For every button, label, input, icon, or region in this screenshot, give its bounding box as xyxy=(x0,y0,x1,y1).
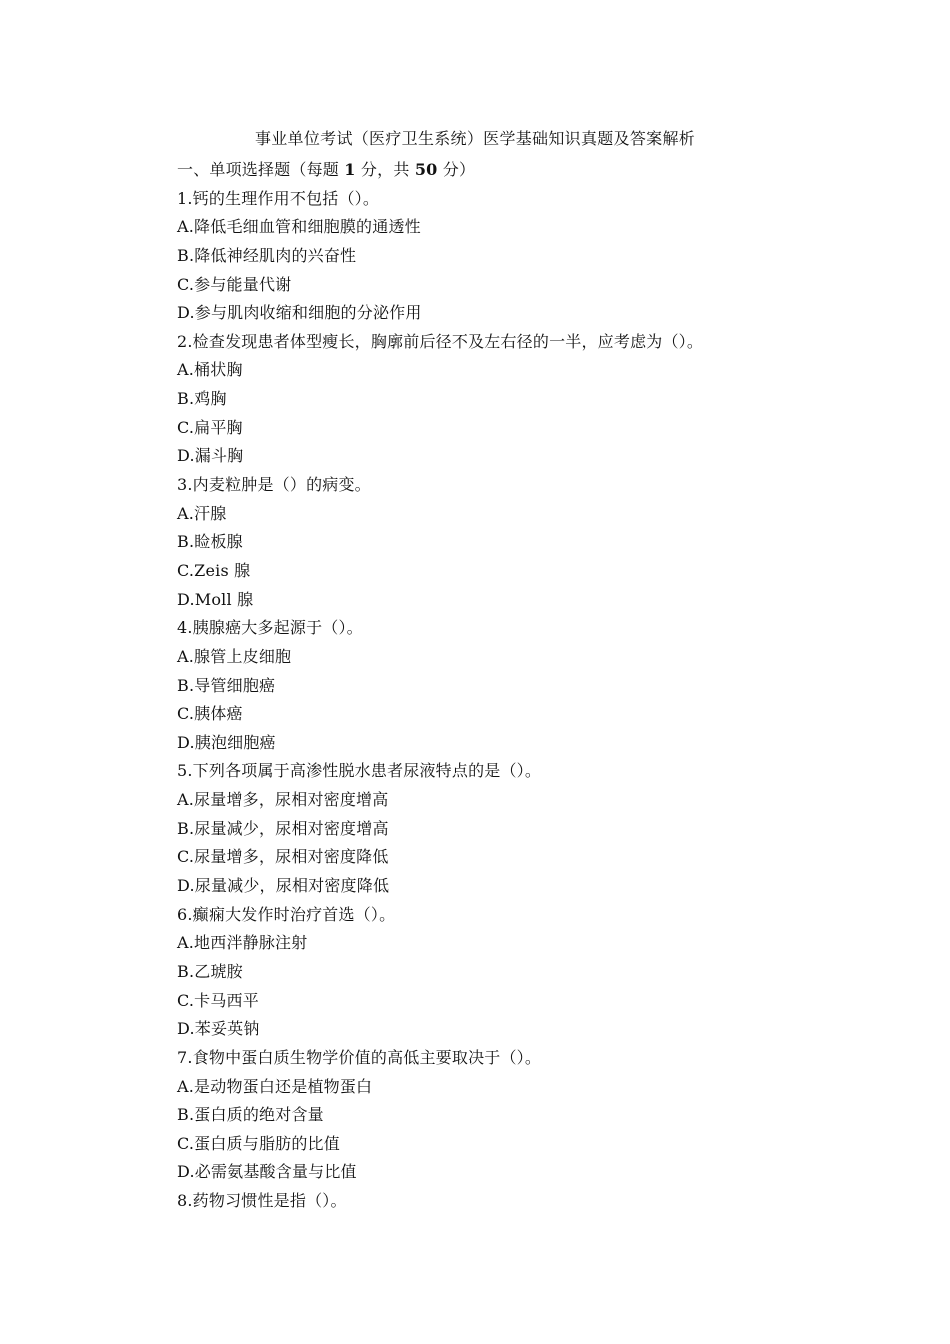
option-b: B.鸡胸 xyxy=(177,389,227,409)
option-a: A.是动物蛋白还是植物蛋白 xyxy=(177,1076,373,1096)
question-stem: 7.食物中蛋白质生物学价值的高低主要取决于（）。 xyxy=(177,1047,542,1067)
question-3 xyxy=(177,471,897,614)
option-b: B.导管细胞癌 xyxy=(177,675,276,695)
option-c: C.胰体癌 xyxy=(177,704,243,724)
question-2 xyxy=(177,328,897,471)
question-stem: 8.药物习惯性是指（）。 xyxy=(177,1191,347,1211)
option-a: A.腺管上皮细胞 xyxy=(177,646,292,666)
option-c: C.参与能量代谢 xyxy=(177,274,292,294)
question-stem: 2.检查发现患者体型瘦长，胸廓前后径不及左右径的一半，应考虑为（）。 xyxy=(177,331,704,351)
section-heading xyxy=(177,156,897,185)
option-b: B.乙琥胺 xyxy=(177,961,243,981)
option-d: D.必需氨基酸含量与比值 xyxy=(177,1162,357,1182)
question-1 xyxy=(177,185,897,328)
question-stem: 4.胰腺癌大多起源于（）。 xyxy=(177,618,363,638)
option-a: A.降低毛细血管和细胞膜的通透性 xyxy=(177,217,421,237)
option-d: D.苯妥英钠 xyxy=(177,1019,260,1039)
option-c: C.Zeis 腺 xyxy=(177,560,251,580)
option-d: D.漏斗胸 xyxy=(177,446,244,466)
section-heading-middle: 分，共 xyxy=(355,160,415,179)
option-d: D.胰泡细胞癌 xyxy=(177,732,276,752)
question-stem: 3.内麦粒肿是（）的病变。 xyxy=(177,475,371,495)
option-d: D.Moll 腺 xyxy=(177,589,254,609)
question-6 xyxy=(177,901,897,1044)
option-b: B.降低神经肌肉的兴奋性 xyxy=(177,245,357,265)
question-stem: 1.钙的生理作用不包括（）。 xyxy=(177,188,380,208)
option-b: B.尿量减少，尿相对密度增高 xyxy=(177,818,389,838)
question-4 xyxy=(177,614,897,757)
option-a: A.桶状胸 xyxy=(177,360,243,380)
question-stem: 5.下列各项属于高渗性脱水患者尿液特点的是（）。 xyxy=(177,761,542,781)
section-heading-suffix: 分） xyxy=(437,160,476,179)
option-c: C.尿量增多，尿相对密度降低 xyxy=(177,847,389,867)
option-c: C.蛋白质与脂肪的比值 xyxy=(177,1133,340,1153)
question-stem: 6.癫痫大发作时治疗首选（）。 xyxy=(177,904,396,924)
question-7 xyxy=(177,1044,897,1187)
option-c: C.卡马西平 xyxy=(177,990,259,1010)
question-5 xyxy=(177,757,897,900)
option-a: A.尿量增多，尿相对密度增高 xyxy=(177,790,389,810)
document-body xyxy=(177,156,897,1216)
option-d: D.尿量减少，尿相对密度降低 xyxy=(177,876,390,896)
option-b: B.睑板腺 xyxy=(177,532,243,552)
section-score-each: 1 xyxy=(344,160,356,179)
option-a: A.地西泮静脉注射 xyxy=(177,933,308,953)
option-d: D.参与肌肉收缩和细胞的分泌作用 xyxy=(177,303,422,323)
option-c: C.扁平胸 xyxy=(177,417,243,437)
option-b: B.蛋白质的绝对含量 xyxy=(177,1105,324,1125)
document-title: 事业单位考试（医疗卫生系统）医学基础知识真题及答案解析 xyxy=(254,129,696,148)
option-a: A.汗腺 xyxy=(177,503,227,523)
section-heading-prefix: 一、单项选择题（每题 xyxy=(177,160,345,179)
question-8 xyxy=(177,1187,897,1216)
section-total-score: 50 xyxy=(414,160,438,179)
